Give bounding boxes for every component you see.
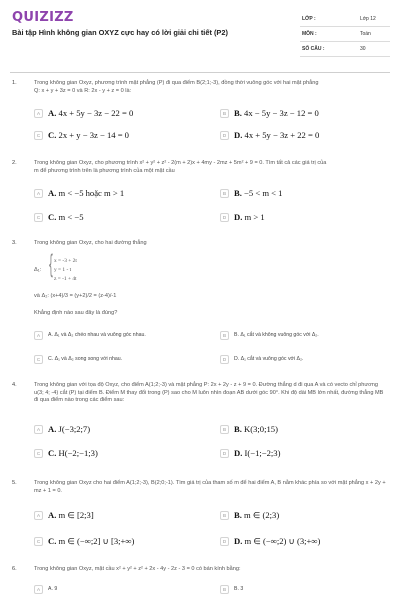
option-text: A. 9 xyxy=(48,586,58,592)
meta-value: Toán xyxy=(360,31,371,37)
option-value: −5 < m < 1 xyxy=(244,188,283,198)
option-value: 4x − 5y − 3z − 12 = 0 xyxy=(244,108,319,118)
option-text: B. 4x − 5y − 3z − 12 = 0 xyxy=(234,108,319,118)
option-text: B. Δ₁ cắt và không vuông góc với Δ₂. xyxy=(234,332,319,338)
option-value: K(3;0;15) xyxy=(244,424,278,434)
meta-label: LỚP : xyxy=(302,16,316,22)
option-b[interactable] xyxy=(220,108,390,120)
option-letter: D xyxy=(220,355,229,364)
option-value: J(−3;2;7) xyxy=(58,424,91,434)
option-value: 2x + y − 3z − 14 = 0 xyxy=(58,130,129,140)
option-value: m ∈ (2;3) xyxy=(244,510,280,520)
option-text: B. −5 < m < 1 xyxy=(234,188,283,198)
option-letter: D xyxy=(220,537,229,546)
question-5 xyxy=(10,480,390,558)
question-subtext: Khẳng định nào sau đây là đúng? xyxy=(34,310,118,316)
option-letter: B xyxy=(220,511,229,520)
option-text: D. I(−1;−2;3) xyxy=(234,448,281,458)
question-number: 2. xyxy=(12,160,17,166)
option-value: m < −5 xyxy=(58,212,84,222)
option-text: C. m < −5 xyxy=(48,212,84,222)
option-value: m ∈ (−∞;2] ∪ [3;+∞) xyxy=(58,536,135,546)
option-text: C. 2x + y − 3z − 14 = 0 xyxy=(48,130,129,140)
option-b[interactable] xyxy=(220,424,390,436)
equation-line: z = -1 + 4t xyxy=(54,276,77,282)
option-value: m < −5 hoặc m > 1 xyxy=(58,188,125,198)
option-b[interactable] xyxy=(220,584,390,596)
question-subtext: Q: x + y + 3z = 0 và R: 2x - y + z = 0 là: xyxy=(34,88,132,94)
option-text: B. m ∈ (2;3) xyxy=(234,510,280,520)
option-letter: C xyxy=(34,213,43,222)
meta-row-count xyxy=(300,44,390,57)
option-value: m ∈ [2;3] xyxy=(58,510,94,520)
question-3 xyxy=(10,240,390,374)
option-letter: B xyxy=(220,189,229,198)
option-text: C. m ∈ (−∞;2] ∪ [3;+∞) xyxy=(48,536,135,546)
question-6 xyxy=(10,566,390,598)
option-letter: A xyxy=(34,109,43,118)
question-text: Trong không gian Oxyz, cho hai đường thẳng xyxy=(34,240,147,246)
option-text: A. Δ₁ và Δ₂ chéo nhau và vuông góc nhau. xyxy=(48,332,146,338)
option-text: A. m < −5 hoặc m > 1 xyxy=(48,188,125,198)
option-text: B. K(3;0;15) xyxy=(234,424,278,434)
option-letter: C xyxy=(34,449,43,458)
question-number: 5. xyxy=(12,480,17,486)
option-text: A. m ∈ [2;3] xyxy=(48,510,94,520)
option-letter: A xyxy=(34,585,43,594)
quizizz-logo: QUIZIZZ xyxy=(12,10,74,25)
option-text: D. m > 1 xyxy=(234,212,265,222)
meta-row-class xyxy=(300,14,390,27)
header xyxy=(0,0,400,62)
option-letter: B xyxy=(220,331,229,340)
option-a[interactable] xyxy=(34,424,204,436)
option-text: D. m ∈ (−∞;2) ∪ (3;+∞) xyxy=(234,536,321,546)
option-letter: A xyxy=(34,189,43,198)
meta-label: SỐ CÂU : xyxy=(302,46,325,52)
equation-line: x = -3 + 2t xyxy=(54,258,77,264)
meta-table xyxy=(300,14,390,59)
option-text: B. 3 xyxy=(234,586,244,592)
second-line-equation: và Δ₂: (x+4)/3 = (y+2)/2 = (z-4)/-1 xyxy=(34,293,117,299)
option-c[interactable] xyxy=(34,448,204,460)
question-text: Trong không gian Oxyz cho hai điểm A(1;2;-3), B(2;0;-1). Tìm giá trị của tham số m để hai điểm A, B nằm khác phía so với mặt phẳng x + 2y + mz + 1 = 0. xyxy=(34,480,386,494)
question-1 xyxy=(10,80,390,152)
question-2 xyxy=(10,160,390,232)
option-d[interactable] xyxy=(220,354,390,366)
question-text: Trong không gian Oxyz, phương trình mặt phẳng (P) đi qua điểm B(2;1;-3), đồng thời vuông góc với hai mặt phẳng xyxy=(34,80,319,86)
question-subtext: m để phương trình trên là phương trình của một mặt cầu xyxy=(34,168,175,174)
option-value: 4x + 5y − 3z + 22 = 0 xyxy=(244,130,320,140)
option-c[interactable] xyxy=(34,212,204,224)
option-value: 4x + 5y − 3z − 22 = 0 xyxy=(58,108,134,118)
option-b[interactable] xyxy=(220,510,390,522)
option-text: A. 4x + 5y − 3z − 22 = 0 xyxy=(48,108,134,118)
option-letter: B xyxy=(220,109,229,118)
question-text: Trong không gian Oxyz, mặt cầu x² + y² + z² + 2x - 4y - 2z - 3 = 0 có bán kính bằng: xyxy=(34,566,241,572)
question-text: Trong không gian Oxyz, cho phương trình x² + y² + z² - 2(m + 2)x + 4my - 2mz + 5m² + 9 = 0. Tìm tất cả các giá trị của xyxy=(34,160,327,166)
option-d[interactable] xyxy=(220,536,390,548)
line-system xyxy=(34,250,154,288)
option-c[interactable] xyxy=(34,130,204,142)
option-text: A. J(−3;2;7) xyxy=(48,424,91,434)
option-text: C. H(−2;−1;3) xyxy=(48,448,98,458)
option-a[interactable] xyxy=(34,510,204,522)
option-letter: D xyxy=(220,449,229,458)
brace-icon: { xyxy=(48,250,54,280)
question-number: 6. xyxy=(12,566,17,572)
option-b[interactable] xyxy=(220,188,390,200)
option-d[interactable] xyxy=(220,130,390,142)
option-d[interactable] xyxy=(220,212,390,224)
option-letter: A xyxy=(34,511,43,520)
option-letter: D xyxy=(220,213,229,222)
question-number: 3. xyxy=(12,240,17,246)
page-title: Bài tập Hình không gian OXYZ cực hay có lời giải chi tiết (P2) xyxy=(12,28,228,37)
header-divider xyxy=(10,72,390,73)
option-letter: B xyxy=(220,425,229,434)
option-value: m > 1 xyxy=(244,212,265,222)
option-d[interactable] xyxy=(220,448,390,460)
option-letter: C xyxy=(34,131,43,140)
meta-label: MÔN : xyxy=(302,31,317,37)
line-label: Δ₁: xyxy=(34,267,42,273)
option-text: D. 4x + 5y − 3z + 22 = 0 xyxy=(234,130,320,140)
question-text: Trong không gian với tọa độ Oxyz, cho điểm A(1;2;-3) và mặt phẳng P: 2x + 2y - z + 9 = 0. Đường thẳng d đi qua A và có vecto chỉ phương u(3; 4; -4) cắt (P) tại điểm B. Điểm M thay đổi trong (P) sao cho M luôn nhìn đoạn AB dưới góc 90°. Khi độ dài MB lớn nhất, đường thẳng MB đi qua điểm nào trong các điểm sau: xyxy=(34,382,384,404)
option-a[interactable] xyxy=(34,330,204,342)
option-b[interactable] xyxy=(220,330,390,342)
option-a[interactable] xyxy=(34,188,204,200)
option-text: D. Δ₁ cắt và vuông góc với Δ₂. xyxy=(234,356,304,362)
meta-row-subject xyxy=(300,29,390,42)
option-letter: A xyxy=(34,425,43,434)
option-c[interactable] xyxy=(34,354,204,366)
option-letter: D xyxy=(220,131,229,140)
equation-line: y = 1 - t xyxy=(54,267,72,273)
option-a[interactable] xyxy=(34,584,204,596)
option-value: m ∈ (−∞;2) ∪ (3;+∞) xyxy=(244,536,321,546)
option-c[interactable] xyxy=(34,536,204,548)
question-number: 1. xyxy=(12,80,17,86)
option-letter: C xyxy=(34,355,43,364)
option-value: I(−1;−2;3) xyxy=(244,448,281,458)
option-value: H(−2;−1;3) xyxy=(58,448,98,458)
question-number: 4. xyxy=(12,382,17,388)
option-letter: A xyxy=(34,331,43,340)
option-text: C. Δ₁ và Δ₂ song song với nhau. xyxy=(48,356,123,362)
question-4 xyxy=(10,382,390,466)
option-a[interactable] xyxy=(34,108,204,120)
meta-value: 30 xyxy=(360,46,366,52)
meta-value: Lớp 12 xyxy=(360,16,376,22)
option-letter: C xyxy=(34,537,43,546)
option-letter: B xyxy=(220,585,229,594)
